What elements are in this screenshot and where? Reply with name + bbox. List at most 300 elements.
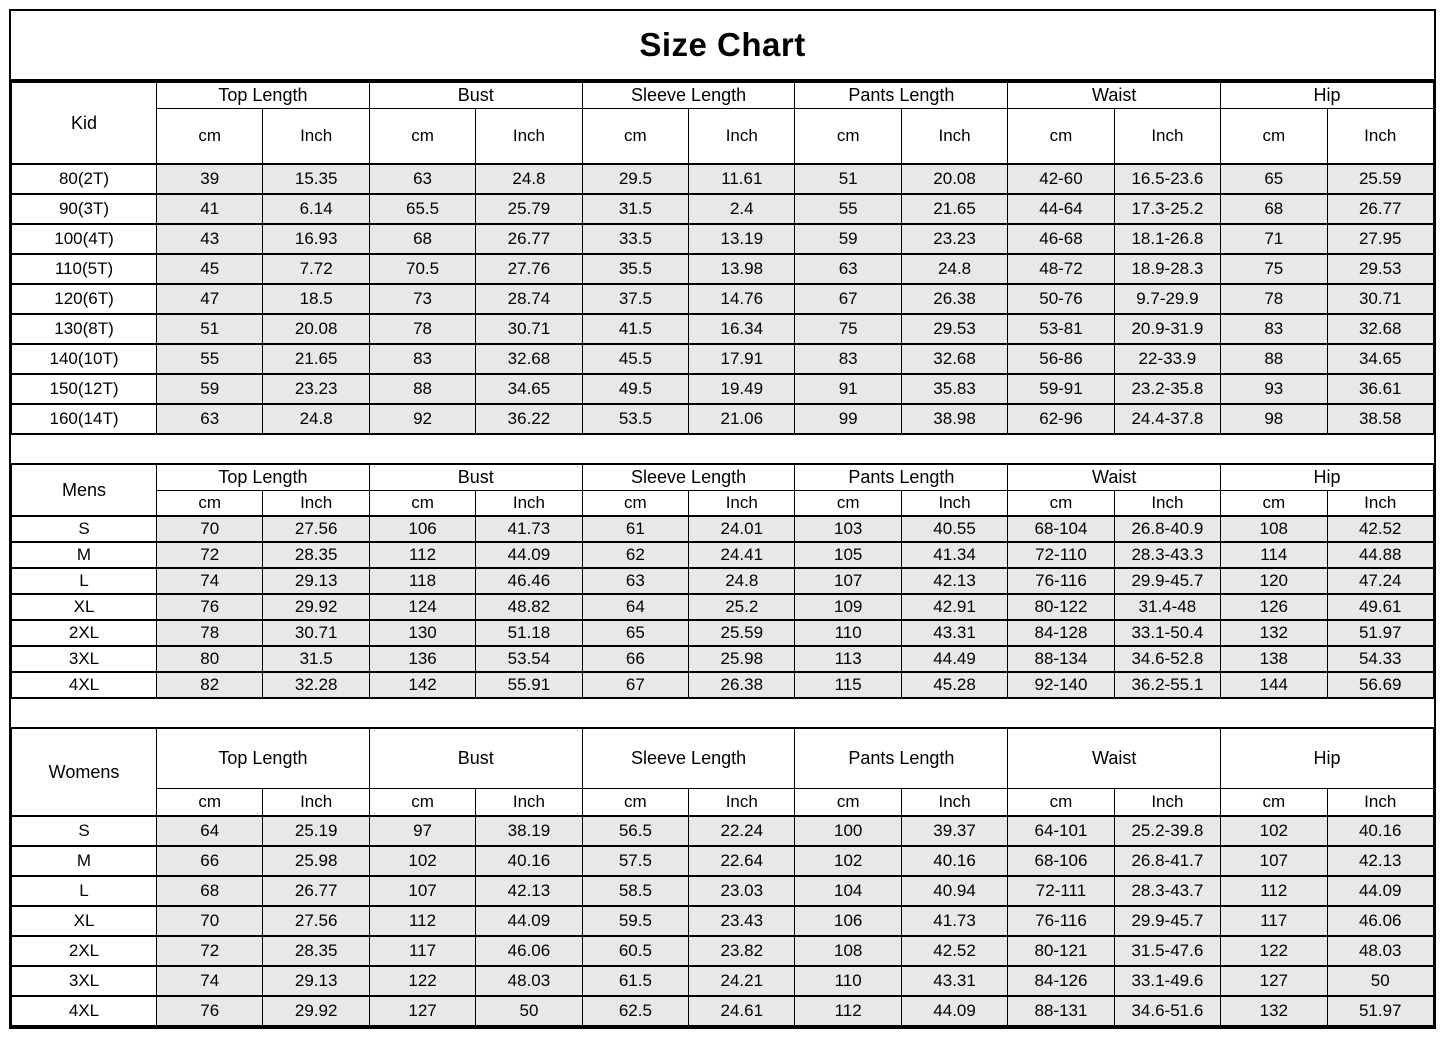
unit-header-row xyxy=(12,788,1434,816)
measurement-value: 49.5 xyxy=(582,374,688,404)
measurement-value: 26.77 xyxy=(1327,194,1434,224)
measurement-value: 21.65 xyxy=(263,344,369,374)
unit-header: cm xyxy=(369,490,475,516)
size-label: L xyxy=(12,876,157,906)
unit-header: cm xyxy=(1221,108,1327,164)
measurement-value: 45.5 xyxy=(582,344,688,374)
measurement-value: 29.53 xyxy=(901,314,1007,344)
measurement-value: 136 xyxy=(369,646,475,672)
measurement-value: 41.73 xyxy=(476,516,582,542)
unit-header: cm xyxy=(582,490,688,516)
measurement-value: 64 xyxy=(157,816,263,846)
measurement-value: 24.8 xyxy=(901,254,1007,284)
measurement-value: 29.53 xyxy=(1327,254,1434,284)
size-label: 2XL xyxy=(12,620,157,646)
measurement-value: 30.71 xyxy=(263,620,369,646)
measurement-value: 50-76 xyxy=(1008,284,1114,314)
measurement-value: 28.35 xyxy=(263,936,369,966)
measurement-value: 55 xyxy=(795,194,901,224)
measurement-value: 62-96 xyxy=(1008,404,1114,434)
measurement-value: 51 xyxy=(157,314,263,344)
size-label: 160(14T) xyxy=(12,404,157,434)
measurement-value: 107 xyxy=(795,568,901,594)
measurement-value: 142 xyxy=(369,672,475,698)
measurement-value: 36.22 xyxy=(476,404,582,434)
measurement-value: 108 xyxy=(795,936,901,966)
measurement-value: 25.19 xyxy=(263,816,369,846)
measurement-value: 2.4 xyxy=(689,194,795,224)
size-label: 80(2T) xyxy=(12,164,157,194)
measurement-value: 40.16 xyxy=(476,846,582,876)
measurement-value: 47.24 xyxy=(1327,568,1434,594)
measurement-value: 68 xyxy=(1221,194,1327,224)
measurement-value: 23.43 xyxy=(689,906,795,936)
size-label: S xyxy=(12,816,157,846)
table-row xyxy=(12,284,1434,314)
measurement-value: 59.5 xyxy=(582,906,688,936)
measurement-value: 54.33 xyxy=(1327,646,1434,672)
measurement-value: 15.35 xyxy=(263,164,369,194)
measurement-value: 29.92 xyxy=(263,594,369,620)
unit-header: cm xyxy=(1008,490,1114,516)
measurement-value: 23.2-35.8 xyxy=(1114,374,1220,404)
unit-header: Inch xyxy=(476,108,582,164)
measurement-value: 39.37 xyxy=(901,816,1007,846)
measurement-value: 61 xyxy=(582,516,688,542)
measurement-value: 63 xyxy=(157,404,263,434)
measurement-value: 117 xyxy=(369,936,475,966)
measurement-value: 35.83 xyxy=(901,374,1007,404)
measurement-value: 68 xyxy=(157,876,263,906)
table-row xyxy=(12,646,1434,672)
measurement-value: 112 xyxy=(795,996,901,1026)
measurement-value: 115 xyxy=(795,672,901,698)
measurement-value: 110 xyxy=(795,620,901,646)
measurement-value: 74 xyxy=(157,568,263,594)
table-row xyxy=(12,164,1434,194)
measurement-value: 33.1-49.6 xyxy=(1114,966,1220,996)
size-table-mens xyxy=(11,463,1434,699)
size-label: 2XL xyxy=(12,936,157,966)
measurement-value: 20.08 xyxy=(901,164,1007,194)
size-label: 120(6T) xyxy=(12,284,157,314)
table-row xyxy=(12,224,1434,254)
measurement-value: 42.13 xyxy=(1327,846,1434,876)
column-group-header: Hip xyxy=(1221,82,1434,108)
size-label: 3XL xyxy=(12,646,157,672)
measurement-value: 22-33.9 xyxy=(1114,344,1220,374)
measurement-value: 78 xyxy=(157,620,263,646)
measurement-value: 17.3-25.2 xyxy=(1114,194,1220,224)
measurement-value: 92 xyxy=(369,404,475,434)
column-group-header: Hip xyxy=(1221,464,1434,490)
measurement-value: 31.4-48 xyxy=(1114,594,1220,620)
measurement-value: 107 xyxy=(1221,846,1327,876)
size-table-kid xyxy=(11,81,1434,435)
measurement-value: 22.64 xyxy=(689,846,795,876)
size-label: M xyxy=(12,846,157,876)
measurement-value: 30.71 xyxy=(1327,284,1434,314)
measurement-value: 18.1-26.8 xyxy=(1114,224,1220,254)
measurement-value: 65 xyxy=(1221,164,1327,194)
measurement-value: 42-60 xyxy=(1008,164,1114,194)
measurement-value: 108 xyxy=(1221,516,1327,542)
measurement-value: 40.16 xyxy=(901,846,1007,876)
measurement-value: 26.77 xyxy=(476,224,582,254)
unit-header: Inch xyxy=(689,108,795,164)
page-title: Size Chart xyxy=(11,11,1434,81)
unit-header: cm xyxy=(157,108,263,164)
measurement-value: 127 xyxy=(1221,966,1327,996)
unit-header: cm xyxy=(582,108,688,164)
measurement-value: 23.82 xyxy=(689,936,795,966)
measurement-value: 70 xyxy=(157,906,263,936)
size-label: XL xyxy=(12,906,157,936)
measurement-value: 57.5 xyxy=(582,846,688,876)
table-row xyxy=(12,906,1434,936)
table-row xyxy=(12,404,1434,434)
table-row xyxy=(12,344,1434,374)
measurement-value: 48.03 xyxy=(476,966,582,996)
measurement-value: 49.61 xyxy=(1327,594,1434,620)
measurement-value: 84-128 xyxy=(1008,620,1114,646)
measurement-value: 66 xyxy=(157,846,263,876)
measurement-value: 6.14 xyxy=(263,194,369,224)
measurement-value: 80-122 xyxy=(1008,594,1114,620)
measurement-value: 64 xyxy=(582,594,688,620)
measurement-value: 9.7-29.9 xyxy=(1114,284,1220,314)
measure-header-row xyxy=(12,464,1434,490)
measurement-value: 32.68 xyxy=(476,344,582,374)
measurement-value: 88 xyxy=(1221,344,1327,374)
measurement-value: 75 xyxy=(795,314,901,344)
column-group-header: Waist xyxy=(1008,728,1221,788)
table-row xyxy=(12,846,1434,876)
measurement-value: 132 xyxy=(1221,996,1327,1026)
table-row xyxy=(12,620,1434,646)
measurement-value: 114 xyxy=(1221,542,1327,568)
measurement-value: 109 xyxy=(795,594,901,620)
table-row xyxy=(12,594,1434,620)
measurement-value: 39 xyxy=(157,164,263,194)
measurement-value: 31.5 xyxy=(582,194,688,224)
measurement-value: 28.74 xyxy=(476,284,582,314)
measurement-value: 66 xyxy=(582,646,688,672)
measurement-value: 83 xyxy=(795,344,901,374)
measurement-value: 120 xyxy=(1221,568,1327,594)
measurement-value: 88-131 xyxy=(1008,996,1114,1026)
measurement-value: 74 xyxy=(157,966,263,996)
size-label: 130(8T) xyxy=(12,314,157,344)
measurement-value: 29.13 xyxy=(263,568,369,594)
measurement-value: 76 xyxy=(157,996,263,1026)
measurement-value: 26.77 xyxy=(263,876,369,906)
measurement-value: 28.3-43.7 xyxy=(1114,876,1220,906)
measurement-value: 44.88 xyxy=(1327,542,1434,568)
measurement-value: 45 xyxy=(157,254,263,284)
measurement-value: 44.09 xyxy=(901,996,1007,1026)
size-tables-container xyxy=(11,81,1434,1027)
measurement-value: 40.94 xyxy=(901,876,1007,906)
measurement-value: 29.13 xyxy=(263,966,369,996)
measurement-value: 21.06 xyxy=(689,404,795,434)
unit-header: Inch xyxy=(901,108,1007,164)
measurement-value: 13.98 xyxy=(689,254,795,284)
measurement-value: 31.5 xyxy=(263,646,369,672)
unit-header: cm xyxy=(157,490,263,516)
measurement-value: 41 xyxy=(157,194,263,224)
column-group-header: Sleeve Length xyxy=(582,82,795,108)
measurement-value: 103 xyxy=(795,516,901,542)
measurement-value: 46.46 xyxy=(476,568,582,594)
measurement-value: 53-81 xyxy=(1008,314,1114,344)
measurement-value: 82 xyxy=(157,672,263,698)
measurement-value: 7.72 xyxy=(263,254,369,284)
table-row xyxy=(12,876,1434,906)
unit-header: Inch xyxy=(1327,490,1434,516)
measurement-value: 38.19 xyxy=(476,816,582,846)
measurement-value: 40.16 xyxy=(1327,816,1434,846)
size-label: XL xyxy=(12,594,157,620)
measurement-value: 30.71 xyxy=(476,314,582,344)
measurement-value: 106 xyxy=(795,906,901,936)
measurement-value: 25.79 xyxy=(476,194,582,224)
measurement-value: 40.55 xyxy=(901,516,1007,542)
measurement-value: 126 xyxy=(1221,594,1327,620)
table-group-label-womens: Womens xyxy=(12,728,157,816)
measurement-value: 42.52 xyxy=(1327,516,1434,542)
column-group-header: Pants Length xyxy=(795,728,1008,788)
measurement-value: 70 xyxy=(157,516,263,542)
table-row xyxy=(12,966,1434,996)
measurement-value: 88-134 xyxy=(1008,646,1114,672)
measurement-value: 23.03 xyxy=(689,876,795,906)
column-group-header: Bust xyxy=(369,464,582,490)
unit-header: Inch xyxy=(263,108,369,164)
measurement-value: 100 xyxy=(795,816,901,846)
measurement-value: 24.8 xyxy=(689,568,795,594)
measurement-value: 112 xyxy=(1221,876,1327,906)
unit-header: cm xyxy=(582,788,688,816)
measurement-value: 43 xyxy=(157,224,263,254)
measurement-value: 50 xyxy=(476,996,582,1026)
measurement-value: 72 xyxy=(157,542,263,568)
measurement-value: 98 xyxy=(1221,404,1327,434)
measurement-value: 102 xyxy=(369,846,475,876)
unit-header: cm xyxy=(157,788,263,816)
measurement-value: 36.2-55.1 xyxy=(1114,672,1220,698)
measurement-value: 144 xyxy=(1221,672,1327,698)
measurement-value: 25.98 xyxy=(263,846,369,876)
measurement-value: 14.76 xyxy=(689,284,795,314)
table-row xyxy=(12,936,1434,966)
measurement-value: 32.28 xyxy=(263,672,369,698)
table-group-label-kid: Kid xyxy=(12,82,157,164)
measurement-value: 63 xyxy=(582,568,688,594)
measurement-value: 104 xyxy=(795,876,901,906)
measurement-value: 56-86 xyxy=(1008,344,1114,374)
measurement-value: 44.49 xyxy=(901,646,1007,672)
table-row xyxy=(12,314,1434,344)
measure-header-row xyxy=(12,82,1434,108)
table-row xyxy=(12,194,1434,224)
measurement-value: 138 xyxy=(1221,646,1327,672)
measurement-value: 24.4-37.8 xyxy=(1114,404,1220,434)
measurement-value: 20.08 xyxy=(263,314,369,344)
table-row xyxy=(12,542,1434,568)
table-row xyxy=(12,374,1434,404)
unit-header: Inch xyxy=(1114,490,1220,516)
measurement-value: 91 xyxy=(795,374,901,404)
column-group-header: Bust xyxy=(369,82,582,108)
measurement-value: 51.97 xyxy=(1327,996,1434,1026)
measurement-value: 44.09 xyxy=(1327,876,1434,906)
measurement-value: 27.95 xyxy=(1327,224,1434,254)
measurement-value: 78 xyxy=(369,314,475,344)
size-label: 110(5T) xyxy=(12,254,157,284)
measurement-value: 37.5 xyxy=(582,284,688,314)
measurement-value: 18.5 xyxy=(263,284,369,314)
measurement-value: 53.5 xyxy=(582,404,688,434)
measurement-value: 102 xyxy=(795,846,901,876)
measurement-value: 43.31 xyxy=(901,966,1007,996)
measurement-value: 41.34 xyxy=(901,542,1007,568)
measurement-value: 110 xyxy=(795,966,901,996)
size-label: 100(4T) xyxy=(12,224,157,254)
measurement-value: 16.93 xyxy=(263,224,369,254)
size-label: 140(10T) xyxy=(12,344,157,374)
measurement-value: 76-116 xyxy=(1008,568,1114,594)
measurement-value: 38.58 xyxy=(1327,404,1434,434)
measurement-value: 13.19 xyxy=(689,224,795,254)
measurement-value: 48.03 xyxy=(1327,936,1434,966)
measurement-value: 112 xyxy=(369,542,475,568)
unit-header: Inch xyxy=(1327,108,1434,164)
measurement-value: 61.5 xyxy=(582,966,688,996)
unit-header: cm xyxy=(1221,788,1327,816)
column-group-header: Sleeve Length xyxy=(582,464,795,490)
measurement-value: 55 xyxy=(157,344,263,374)
measurement-value: 34.6-52.8 xyxy=(1114,646,1220,672)
measurement-value: 122 xyxy=(1221,936,1327,966)
measurement-value: 58.5 xyxy=(582,876,688,906)
measure-header-row xyxy=(12,728,1434,788)
measurement-value: 59 xyxy=(795,224,901,254)
measurement-value: 92-140 xyxy=(1008,672,1114,698)
measurement-value: 26.8-40.9 xyxy=(1114,516,1220,542)
measurement-value: 63 xyxy=(795,254,901,284)
measurement-value: 65.5 xyxy=(369,194,475,224)
measurement-value: 63 xyxy=(369,164,475,194)
measurement-value: 72-111 xyxy=(1008,876,1114,906)
measurement-value: 42.13 xyxy=(476,876,582,906)
table-spacer xyxy=(11,699,1434,727)
measurement-value: 113 xyxy=(795,646,901,672)
measurement-value: 22.24 xyxy=(689,816,795,846)
column-group-header: Top Length xyxy=(157,464,370,490)
measurement-value: 117 xyxy=(1221,906,1327,936)
measurement-value: 24.61 xyxy=(689,996,795,1026)
measurement-value: 24.8 xyxy=(476,164,582,194)
measurement-value: 44.09 xyxy=(476,906,582,936)
measurement-value: 132 xyxy=(1221,620,1327,646)
measurement-value: 124 xyxy=(369,594,475,620)
measurement-value: 68 xyxy=(369,224,475,254)
measurement-value: 80 xyxy=(157,646,263,672)
measurement-value: 83 xyxy=(1221,314,1327,344)
measurement-value: 75 xyxy=(1221,254,1327,284)
size-chart-sheet xyxy=(9,9,1436,1029)
unit-header: Inch xyxy=(263,788,369,816)
unit-header: cm xyxy=(1221,490,1327,516)
column-group-header: Waist xyxy=(1008,464,1221,490)
unit-header: Inch xyxy=(476,490,582,516)
measurement-value: 48.82 xyxy=(476,594,582,620)
measurement-value: 19.49 xyxy=(689,374,795,404)
measurement-value: 46-68 xyxy=(1008,224,1114,254)
measurement-value: 78 xyxy=(1221,284,1327,314)
measurement-value: 24.8 xyxy=(263,404,369,434)
measurement-value: 83 xyxy=(369,344,475,374)
measurement-value: 105 xyxy=(795,542,901,568)
size-table-womens xyxy=(11,727,1434,1027)
measurement-value: 47 xyxy=(157,284,263,314)
unit-header: Inch xyxy=(689,490,795,516)
measurement-value: 130 xyxy=(369,620,475,646)
column-group-header: Bust xyxy=(369,728,582,788)
column-group-header: Waist xyxy=(1008,82,1221,108)
unit-header: cm xyxy=(1008,788,1114,816)
table-row xyxy=(12,568,1434,594)
measurement-value: 107 xyxy=(369,876,475,906)
size-label: M xyxy=(12,542,157,568)
measurement-value: 27.56 xyxy=(263,906,369,936)
measurement-value: 71 xyxy=(1221,224,1327,254)
measurement-value: 53.54 xyxy=(476,646,582,672)
table-row xyxy=(12,996,1434,1026)
measurement-value: 26.38 xyxy=(901,284,1007,314)
unit-header: Inch xyxy=(901,490,1007,516)
unit-header: Inch xyxy=(1327,788,1434,816)
measurement-value: 44-64 xyxy=(1008,194,1114,224)
table-row xyxy=(12,516,1434,542)
measurement-value: 42.91 xyxy=(901,594,1007,620)
measurement-value: 29.5 xyxy=(582,164,688,194)
measurement-value: 25.2-39.8 xyxy=(1114,816,1220,846)
measurement-value: 20.9-31.9 xyxy=(1114,314,1220,344)
measurement-value: 24.01 xyxy=(689,516,795,542)
measurement-value: 62 xyxy=(582,542,688,568)
measurement-value: 35.5 xyxy=(582,254,688,284)
measurement-value: 51.97 xyxy=(1327,620,1434,646)
measurement-value: 122 xyxy=(369,966,475,996)
measurement-value: 24.41 xyxy=(689,542,795,568)
measurement-value: 88 xyxy=(369,374,475,404)
measurement-value: 118 xyxy=(369,568,475,594)
measurement-value: 99 xyxy=(795,404,901,434)
measurement-value: 38.98 xyxy=(901,404,1007,434)
measurement-value: 23.23 xyxy=(263,374,369,404)
size-label: 4XL xyxy=(12,672,157,698)
measurement-value: 43.31 xyxy=(901,620,1007,646)
measurement-value: 56.5 xyxy=(582,816,688,846)
size-label: 150(12T) xyxy=(12,374,157,404)
measurement-value: 67 xyxy=(582,672,688,698)
measurement-value: 68-106 xyxy=(1008,846,1114,876)
measurement-value: 34.65 xyxy=(476,374,582,404)
table-group-label-mens: Mens xyxy=(12,464,157,516)
measurement-value: 25.59 xyxy=(1327,164,1434,194)
